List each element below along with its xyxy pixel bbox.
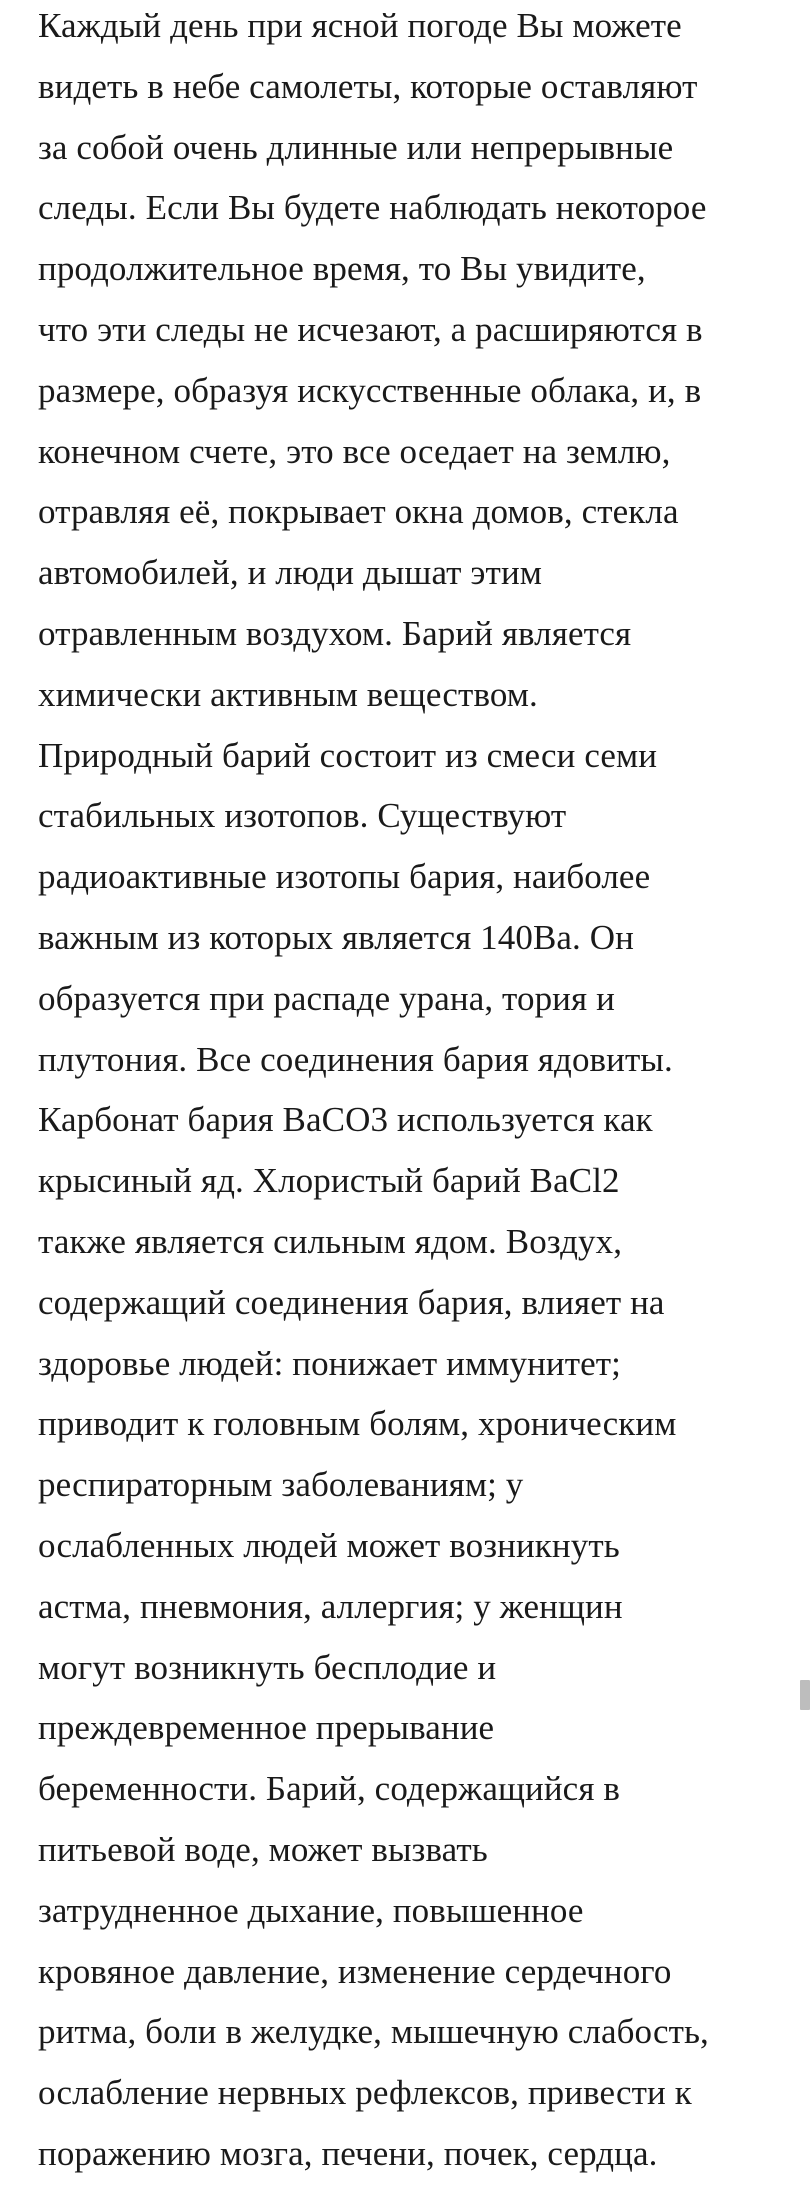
article-line: радиоактивные изотопы бария, наиболее xyxy=(38,857,651,897)
article-line: Карбонат бария BaCO3 используется как xyxy=(38,1100,653,1140)
article-line: беременности. Барий, содержащийся в xyxy=(38,1769,620,1809)
article-line: поражению мозга, печени, почек, сердца. xyxy=(38,2133,658,2173)
article-line: ритма, боли в желудке, мышечную слабость, xyxy=(38,2012,709,2052)
article-line: важным из которых является 140Ba. Он xyxy=(38,917,634,957)
article-line: автомобилей, и люди дышат этим xyxy=(38,553,543,593)
article-line: крысиный яд. Хлористый барий BaCl2 xyxy=(38,1161,620,1201)
article-line: продолжительное время, то Вы увидите, xyxy=(38,249,646,289)
article-line: размере, образуя искусственные облака, и, в xyxy=(38,370,702,410)
article-line: астма, пневмония, аллергия; у женщин xyxy=(38,1586,623,1626)
article-line: образуется при распаде урана, тория и xyxy=(38,978,615,1018)
article-line: Природный барий состоит из смеси семи xyxy=(38,735,658,775)
article-line: здоровье людей: понижает иммунитет; xyxy=(38,1343,621,1383)
article-line: что эти следы не исчезают, а расширяются в xyxy=(38,309,703,349)
article-line: отравляя её, покрывает окна домов, стекла xyxy=(38,492,679,532)
article-body xyxy=(38,0,778,2189)
article-line: питьевой воде, может вызвать xyxy=(38,1829,488,1869)
article-line: кровяное давление, изменение сердечного xyxy=(38,1951,672,1991)
article-line: могут возникнуть бесплодие и xyxy=(38,1647,497,1687)
article-line: химически активным веществом. xyxy=(38,674,538,714)
article-line: содержащий соединения бария, влияет на xyxy=(38,1282,665,1322)
article-line: ослабление нервных рефлексов, привести к xyxy=(38,2073,692,2113)
article-line: респираторным заболеваниям; у xyxy=(38,1465,524,1505)
article-line: затрудненное дыхание, повышенное xyxy=(38,1890,584,1930)
article-line: стабильных изотопов. Существуют xyxy=(38,796,567,836)
article-line: Каждый день при ясной погоде Вы можете xyxy=(38,6,682,45)
article-line: плутония. Все соединения бария ядовиты. xyxy=(38,1039,673,1079)
article-line: следы. Если Вы будете наблюдать некоторое xyxy=(38,188,707,228)
article-line: за собой очень длинные или непрерывные xyxy=(38,127,674,167)
article-line: приводит к головным болям, хроническим xyxy=(38,1404,677,1444)
article-line: конечном счете, это все оседает на землю, xyxy=(38,431,671,471)
article-line: также является сильным ядом. Воздух, xyxy=(38,1221,623,1261)
article-line: ослабленных людей может возникнуть xyxy=(38,1525,620,1565)
article-line: видеть в небе самолеты, которые оставляют xyxy=(38,66,698,106)
article-line: отравленным воздухом. Барий является xyxy=(38,613,632,653)
article-line: преждевременное прерывание xyxy=(38,1708,495,1748)
scrollbar-thumb[interactable] xyxy=(800,1680,810,1710)
